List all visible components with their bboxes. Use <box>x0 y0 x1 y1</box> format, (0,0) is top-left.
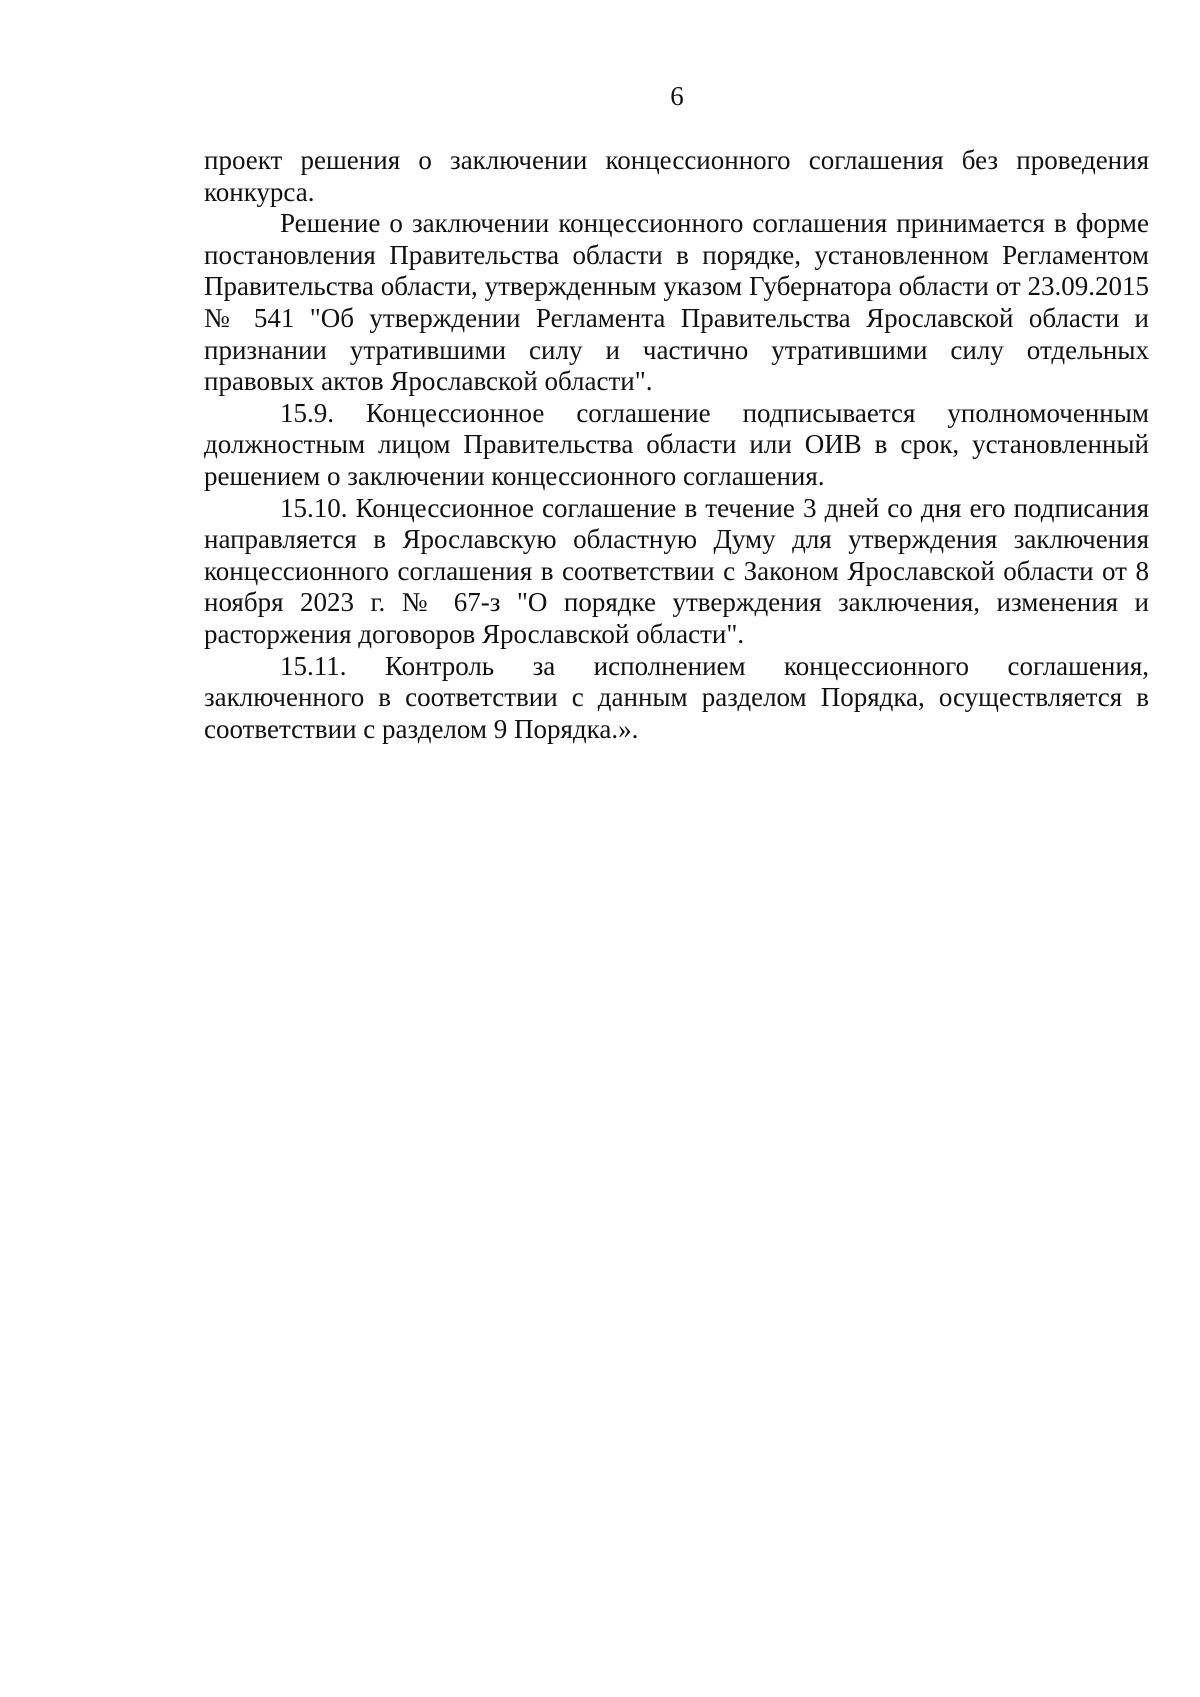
paragraph-15-10: 15.10. Концессионное соглашение в течение 3 дней со дня его подписания направляется в Ярославскую областную Думу для утверждения заключения концессионного соглашения в соответствии с Законом Ярославской области от 8 ноября 2023 г. № 67-з "О порядке утверждения заключения, изменения и расторжения договоров Ярославской области". <box>204 492 1149 649</box>
paragraph-15-11: 15.11. Контроль за исполнением концессионного соглашения, заключенного в соответствии с данным разделом Порядка, осуществляется в соответствии с разделом 9 Порядка.». <box>204 650 1149 744</box>
paragraph-15-9: 15.9. Концессионное соглашение подписывается уполномоченным должностным лицом Правительства области или ОИВ в срок, установленный решением о заключении концессионного соглашения. <box>204 397 1149 491</box>
paragraph-decision-form: Решение о заключении концессионного соглашения принимается в форме постановления Правительства области в порядке, установленном Регламентом Правительства области, утвержденным указом Губернатора области от 23.09.2015 № 541 "Об утверждении Регламента Правительства Ярославской области и признании утратившими силу и частично утратившими силу отдельных правовых актов Ярославской области". <box>204 208 1149 397</box>
paragraph-continuation: проект решения о заключении концессионного соглашения без проведения конкурса. <box>204 145 1149 207</box>
document-body <box>204 145 1149 745</box>
page-number: 6 <box>670 81 684 111</box>
